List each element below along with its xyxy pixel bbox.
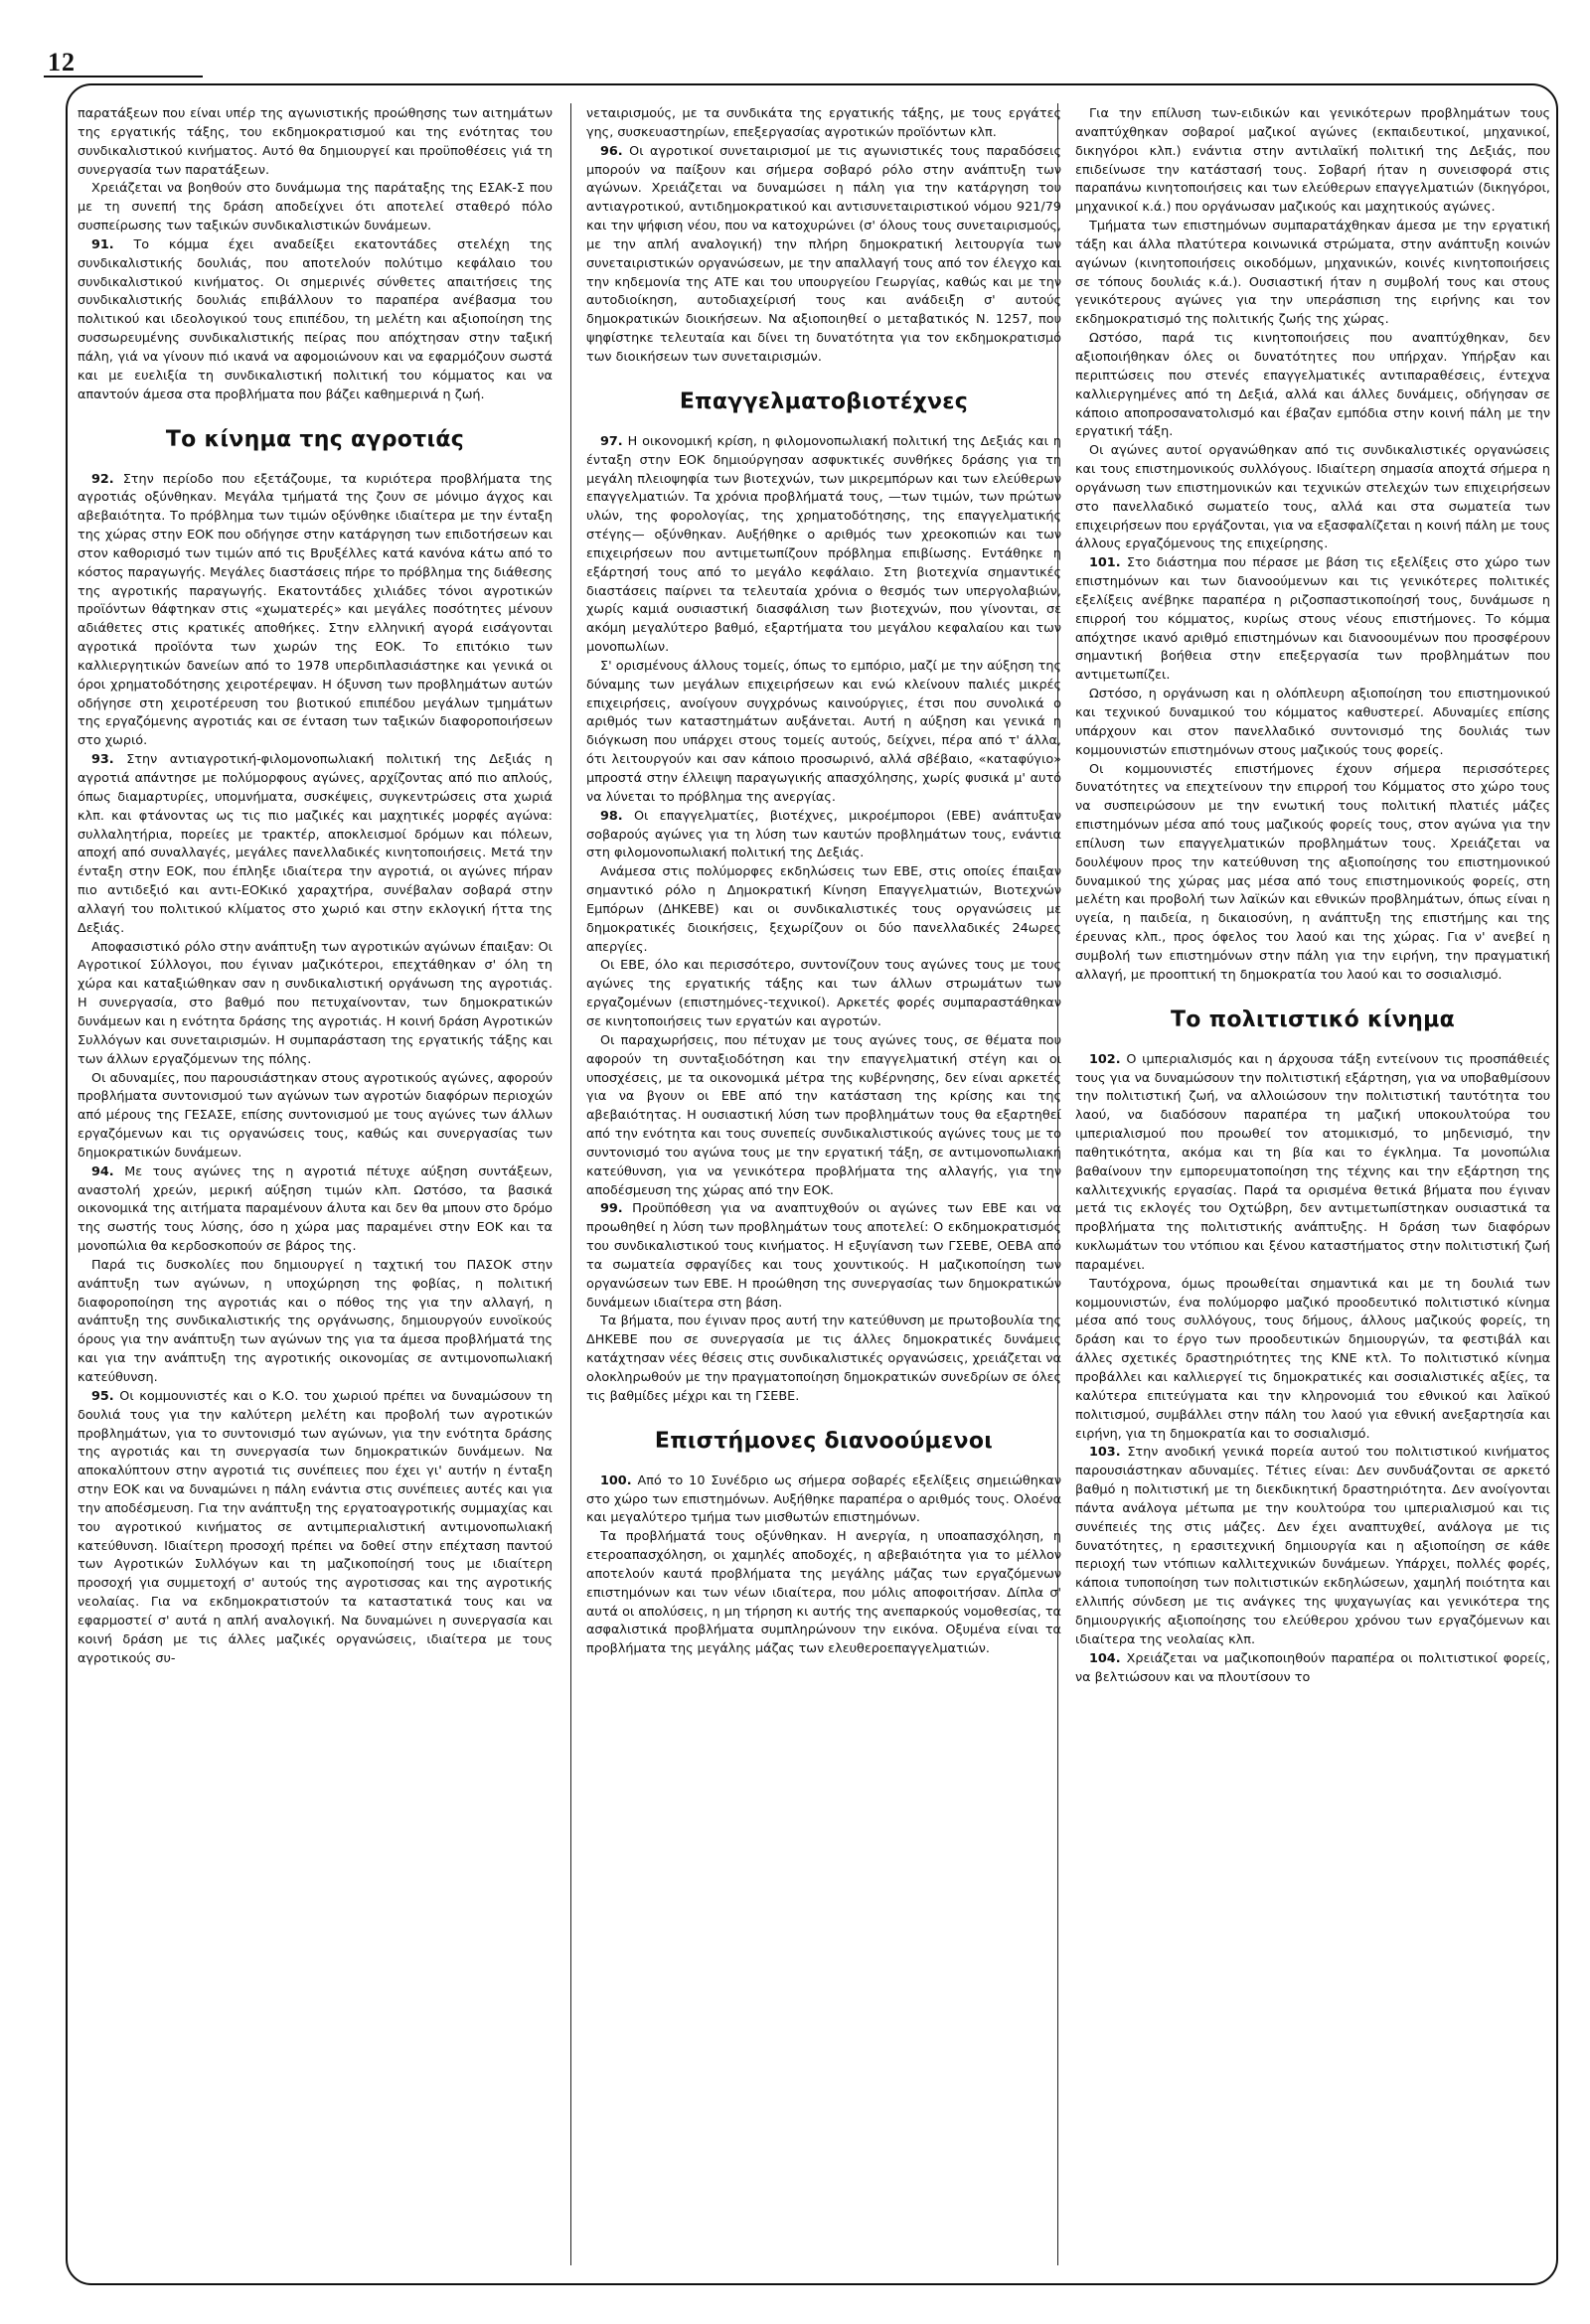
paragraph: [78, 1163, 553, 1257]
paragraph-text: Με τους αγώνες της η αγροτιά πέτυχε αύξηση συντάξεων, αναστολή χρεών, μερική αύξηση τιμών κλπ. Ωστόσο, τα βασικά οικονομικά της αιτήματα παραμένουν άλυτα και δεν θα μπουν στο δρόμο της σωστής τους λύσης, όσο η χώρα μας παραμένει στην ΕΟΚ και τα μονοπώλια θα κερδοσκοπούν σε βάρος της.: [78, 1163, 553, 1255]
column-right: [1075, 105, 1550, 2271]
column-left: [78, 105, 553, 2271]
paragraph: [1075, 1051, 1550, 1276]
paragraph: Οι παραχωρήσεις, που πέτυχαν με τους αγώνες τους, σε θέματα που αφορούν τη συνταξιοδότηση και την επαγγελματική στέγη και οι υποσχέσεις, με τα οικονομικά μέτρα της κυβέρνησης, δεν είναι αρκετές για να βγουν οι ΕΒΕ από την κατάσταση της κρίσης και της αβεβαιότητας. Η ουσιαστική λύση των προβλημάτων τους θα εξαρτηθεί από την ενότητα και τους συνεπείς συνδικαλιστικούς αγώνες τους με το συντονισμό του αγώνα τους με την εργατική τάξη, σε αντιμονοπωλιακή κατεύθυνση, για να γενικότερα προβλήματα της αλλαγής, για την αποδέσμευση της χώρας από την ΕΟΚ.: [586, 1032, 1061, 1198]
paragraph-number: 104.: [1089, 1650, 1121, 1666]
paragraph-number: 93.: [91, 752, 114, 768]
paragraph-number: 102.: [1089, 1051, 1121, 1067]
paragraph-text: Από το 10 Συνέδριο ως σήμερα σοβαρές εξελίξεις σημειώθηκαν στο χώρο των επιστημόνων. Αυξήθηκε παραπέρα ο αριθμός τους. Ολοένα και μεγαλύτερο τμήμα των μισθωτών επιστημόνων.: [586, 1472, 1061, 1526]
paragraph: Ανάμεσα στις πολύμορφες εκδηλώσεις των ΕΒΕ, στις οποίες έπαιξαν σημαντικό ρόλο η Δημοκρατική Κίνηση Επαγγελματιών, Βιοτεχνών Εμπόρων (ΔΗΚΕΒΕ) και οι συνδικαλιστικές τους οργανώσεις με δημοκρατικές διοικήσεις, ξεχωρίζουν οι δύο πανελλαδικές 24ωρες απεργίες.: [586, 864, 1061, 955]
paragraph: Παρά τις δυσκολίες που δημιουργεί η ταχτική του ΠΑΣΟΚ στην ανάπτυξη των αγώνων, η υποχώρηση της φοβίας, η πολιτική διαφοροποίηση της αγροτιάς και ο πόθος της για την αλλαγή, η ανάπτυξη της συνδικαλιστικής της οργάνωσης, δημιουργούν ευνοϊκούς όρους για την ανάπτυξη των αγώνων της για τα άμεσα προβλήματά της και για την ανάπτυξη της αγροτικής οικονομίας σε αντιμονοπωλιακή κατεύθυνση.: [78, 1257, 553, 1385]
paragraph-number: 94.: [91, 1163, 114, 1179]
paragraph-number: 97.: [600, 433, 623, 449]
paragraph-text: Η οικονομική κρίση, η φιλομονοπωλιακή πολιτική της Δεξιάς και η ένταξη στην ΕΟΚ δημιούργησαν ασφυκτικές συνθήκες δράσης για τη μεγάλη πλειοψηφία των βιοτεχνών, των μικρεμπόρων και των ελεύθερων επαγγελματιών. Τα χρόνια προβλήματά τους, —των τιμών, των πρώτων υλών, της φορολογίας, της χρηματοδότησης, της επαγγελματικής στέγης— οξύνθηκαν. Αυξήθηκε ο αριθμός των χρεοκοπιών και των επιχειρήσεων που αντιμετωπίζουν πρόβλημα επιβίωσης. Εντάθηκε η εξάρτησή τους από το μεγάλο κεφάλαιο. Στη βιοτεχνία σημαντικές διαστάσεις παίρνει τα τελευταία χρόνια ο θεσμός των υπεργολαβιών, χωρίς καμιά ουσιαστική διασφάλιση των βιοτεχνών, που γίνονται, σε ακόμη μεγαλύτερο βαθμό, εξαρτήματα του μεγάλου κεφαλαίου και των μονοπωλίων.: [586, 433, 1061, 656]
paragraph-number: 92.: [91, 471, 114, 487]
paragraph-text: Στο διάστημα που πέρασε με βάση τις εξελίξεις στο χώρο των επιστημόνων και των διανοούμενων και τις γενικότερες πολιτικές εξελίξεις ανέβηκε παραπέρα η ριζοσπαστικοποίησή τους, δυνάμωσε η επιρροή του κόμματος, κυρίως στους νέους επιστήμονες. Το κόμμα απόχτησε ικανό αριθμό επιστημόνων και διανοουμένων που προσφέρουν σημαντική βοήθεια στην επεξεργασία των προβλημάτων που αντιμετωπίζει.: [1075, 555, 1550, 684]
top-rule: [44, 76, 203, 77]
section-heading-epistimones: Επιστήμονες διανοούμενοι: [654, 1428, 994, 1454]
paragraph: Αποφασιστικό ρόλο στην ανάπτυξη των αγροτικών αγώνων έπαιξαν: Οι Αγροτικοί Σύλλογοι, που έγιναν μαζικότεροι, επεχτάθηκαν σ' όλη τη χώρα και καταξιώθηκαν σαν η συνδικαλιστική οργάνωση της αγροτιάς. Η συνεργασία, στο βαθμό που πετυχαίνονταν, των δημοκρατικών δυνάμεων και η ενότητα δράσης της αγροτιάς. Η κοινή δράση Αγροτικών Συλλόγων και συνεταιρισμών. Η συμπαράσταση της εργατικής τάξης και των άλλων εργαζόμενων της πόλης.: [78, 939, 553, 1067]
page-number: 12: [48, 48, 76, 77]
paragraph: [586, 1200, 1061, 1313]
paragraph: Οι αδυναμίες, που παρουσιάστηκαν στους αγροτικούς αγώνες, αφορούν προβλήματα συντονισμού των αγώνων των αγροτών διαφόρων περιοχών από μέρους της ΓΕΣΑΣΕ, επίσης συντονισμού με τους αγώνες των άλλων εργαζόμενων και τις οργανώσεις τους, καθώς και συνεργασίας των δημοκρατικών δυνάμεων.: [78, 1070, 553, 1161]
paragraph: Οι ΕΒΕ, όλο και περισσότερο, συντονίζουν τους αγώνες τους με τους αγώνες της εργατικής τάξης και των άλλων στρωμάτων των εργαζομένων (επιστημόνες-τεχνικοί). Αρκετές φορές συμπαραστάθηκαν σε κινητοποιήσεις των εργατών και αγροτών.: [586, 958, 1061, 1029]
paragraph-text: Ο ιμπεριαλισμός και η άρχουσα τάξη εντείνουν τις προσπάθειές τους για να δυναμώσουν την πολιτιστική εξάρτηση, για να υποβαθμίσουν την πολιτιστική ζωή, να αλλοιώσουν την πολιτιστική ταυτότητα του λαού, να διαδόσουν παραπέρα τη μαζική υποκουλτούρα του ιμπεριαλισμού που προωθεί τον ατομικισμό, το μηδενισμό, την παθητικότητα, ακόμα και τη βία και το έγκλημα. Τα μονοπώλια βαθαίνουν την εμπορευματοποίηση της τέχνης και την εξάρτηση της καλλιτεχνικής εργασίας. Παρά τα ορισμένα θετικά βήματα που έγιναν μετά τις εκλογές του Οχτώβρη, δεν αντιμετωπίστηκαν ουσιαστικά τα προβλήματα της πολιτιστικής ανάπτυξης. Η δράση των διαφόρων κυκλωμάτων του ντόπιου και ξένου καταστήματος στην πολιτιστική ζωή παραμένει.: [1075, 1051, 1550, 1273]
paragraph: [1075, 1650, 1550, 1688]
section-heading-epaggelmatobiotexnes: Επαγγελματοβιοτέχνες: [679, 388, 969, 414]
paragraph: [78, 751, 553, 938]
paragraph-number: 100.: [600, 1472, 632, 1488]
paragraph-text: Στην ανοδική γενικά πορεία αυτού του πολιτιστικού κινήματος παρουσιάστηκαν αδυναμίες. Τέτιες είναι: Δεν συνδυάζονται σε αρκετό βαθμό η πολιτιστική με τη διεκδικητική δραστηριότητα. Δεν ανοίγονται πάντα ανάλογα μέτωπα με την κουλτούρα του ιμπεριαλισμού και τις συνέπειές της στις μάζες. Δεν έχει αναπτυχθεί, ανάλογα με τις δυνατότητες, η ερασιτεχνική δημιουργία και η αξιοποίηση σε κάθε περιοχή των ντόπιων καλλιτεχνικών δυνάμεων. Υπάρχει, πολλές φορές, κάποια τυποποίηση των πολιτιστικών εκδηλώσεων, χαμηλή ποιότητα και ελλιπής σύνδεση με τις ανάγκες της ψυχαγωγίας και γενικότερα της δημιουργικής αξιοποίησης του ελεύθερου χρόνου των εργαζόμενων και ιδιαίτερα της νεολαίας κλπ.: [1075, 1445, 1550, 1647]
paragraph-text: Το κόμμα έχει αναδείξει εκατοντάδες στελέχη της συνδικαλιστικής δουλιάς, που αποτελούν πολύτιμο κεφάλαιο του συνδικαλιστικού κινήματος. Οι σημερινές σύνθετες απαιτήσεις της συνδικαλιστικής δουλιάς επιβάλλουν το παραπέρα ανέβασμα του πολιτικού και ιδεολογικού τους επιπέδου, τη μελέτη και αξιοποίηση της συσσωρευμένης συνδικαλιστικής πείρας που απόχτησαν στην ταξική πάλη, γιά να γίνουν πιό ικανά να αφομοιώνουν και να εφαρμόζουν σωστά και με ευελιξία τη συνδικαλιστική πολιτική του κόμματος και να απαντούν άμεσα στα προβλήματα που βάζει καθημερινά η ζωή.: [78, 236, 553, 402]
paragraph-text: Οι επαγγελματίες, βιοτέχνες, μικροέμποροι (ΕΒΕ) ανάπτυξαν σοβαρούς αγώνες για τη λύση των καυτών προβλημάτων τους, ενάντια στη φιλομονοπωλιακή πολιτική της Δεξιάς.: [586, 808, 1061, 861]
column-separator: [570, 103, 571, 2265]
paragraph-number: 98.: [600, 808, 623, 824]
paragraph-number: 101.: [1089, 555, 1121, 571]
paragraph: [78, 471, 553, 752]
paragraph: Τα βήματα, που έγιναν προς αυτή την κατεύθυνση με πρωτοβουλία της ΔΗΚΕΒΕ που σε συνεργασία με τις άλλες δημοκρατικές δυνάμεις κατάχτησαν νέες θέσεις στις συνδικαλιστικές οργανώσεις, χρειάζεται να ολοκληρωθούν με την πραγματοποίηση δημοκρατικών συνεδρίων σε όλες τις βαθμίδες μέχρι και τη ΓΣΕΒΕ.: [586, 1314, 1061, 1404]
paragraph: Σ' ορισμένους άλλους τομείς, όπως το εμπόριο, μαζί με την αύξηση της δύναμης των μεγάλων επιχειρήσεων και ενώ κλείνουν παλιές μικρές επιχειρήσεις, ανοίγουν συγχρόνως καινούργιες, έτσι που συνολικά ο αριθμός των καταστημάτων αυξάνεται. Αυτή η αύξηση και γενικά η διόγκωση που υπάρχει στους τομείς αυτούς, δείχνει, πέρα από τ' άλλα, ότι λειτουργούν και σαν κάποιο προσωρινό, αλλά σβέβαιο, «καταφύγιο» μπροστά στην έλλειψη παραγωγικής απασχόλησης, χωρίς φυσικά μ' αυτό να λύνεται το πρόβλημα της ανεργίας.: [586, 658, 1061, 805]
paragraph: Οι κομμουνιστές επιστήμονες έχουν σήμερα περισσότερες δυνατότητες να επεχτείνουν την επιρροή του Κόμματος στο χώρο τους να συσπειρώσουν με την ενωτική τους πολιτική πλατιές μάζες επιστημόνων μέσα από τους μαζικούς φορείς τους, στον αγώνα για την επίλυση των επαγγελματικών προβλημάτων τους. Χρειάζεται να δουλέψουν προς την κατεύθυνση της αξιοποίησης του επιστημονικού δυναμικού της χώρας μας μέσα από τους επιστημονικούς φορείς, στη μελέτη και προβολή των λαϊκών και εθνικών προβλημάτων, όπως είναι η υγεία, η παιδεία, η δικαιοσύνη, η ανάπτυξη της επιστήμης και της έρευνας κλπ., προς όφελος του λαού και της χώρας. Για ν' ανεβεί η συμβολή των επιστημόνων στην πάλη για την ειρήνη, την πραγματική αλλαγή, με προοπτική τη δημοκρατία του λαού και το σοσιαλισμό.: [1075, 761, 1550, 983]
paragraph: [586, 143, 1061, 368]
paragraph: [1075, 1444, 1550, 1649]
paragraph: [1075, 554, 1550, 686]
paragraph: Τα προβλήματά τους οξύνθηκαν. Η ανεργία, η υποαπασχόληση, η ετεροαπασχόληση, οι χαμηλές αποδοχές, η αβεβαιότητα για το μέλλον αποτελούν καυτά προβλήματα της μεγάλης μάζας των εργαζόμενων επιστημόνων και των νέων ιδιαίτερα, που μόλις αποφοιτήσαν. Δίπλα σ' αυτά οι απολύσεις, η μη τήρηση κι αυτής της ανεπαρκούς νομοθεσίας, τα ασφαλιστικά προβλήματα συμπληρώνουν την εικόνα. Οξυμένα είναι τα προβλήματα της μεγάλης μάζας των ελευθεροεπαγγελματιών.: [586, 1529, 1061, 1657]
paragraph: Οι αγώνες αυτοί οργανώθηκαν από τις συνδικαλιστικές οργανώσεις και τους επιστημονικούς συλλόγους. Ιδιαίτερη σημασία αποχτά σήμερα η οργάνωση των επιστημονικών και τεχνικών στελεχών των επιχειρήσεων στο πανελλαδικό σωματείο τους, αλλά και στα σωματεία των επιχειρήσεων που εργάζονται, για να εξασφαλίζεται η κοινή πάλη με τους άλλους εργαζόμενους της επιχείρησης.: [1075, 443, 1550, 552]
column-middle: [586, 105, 1061, 2271]
paragraph-text: Στην αντιαγροτική-φιλομονοπωλιακή πολιτική της Δεξιάς η αγροτιά απάντησε με πολύμορφους αγώνες, αρχίζοντας από πιο απλούς, όπως διαμαρτυρίες, υπομνήματα, συσκέψεις, συγκεντρώσεις στα χωριά κλπ. και φτάνοντας ως τις πιο μαζικές και μαχητικές μορφές αγώνα: συλλαλητήρια, πορείες με τρακτέρ, αποκλεισμοί δρόμων και πόλεων, αποχή από συναλλαγές, μεγάλες πανελλαδικές κινητοποιήσεις. Μετά την ένταξη στην ΕΟΚ, που έπληξε ιδιαίτερα την αγροτιά, οι αγώνες πήραν πιο αντιδεξιό και αντι-ΕΟΚικό χαραχτήρα, συνέβαλαν σοβαρά στην αλλαγή του πολιτικού κλίματος στο χωριό και στην εκλογική ήττα της Δεξιάς.: [78, 752, 553, 936]
paragraph-text: Οι κομμουνιστές και ο Κ.Ο. του χωριού πρέπει να δυναμώσουν τη δουλιά τους για την καλύτερη μελέτη και προβολή των αγροτικών προβλημάτων, για το συντονισμό των αγώνων, για την ενότητα δράσης της αγροτιάς και τη συνεργασία των δημοκρατικών δυνάμεων. Να αποκαλύπτουν στην αγροτιά τις συνέπειες που έχει γι' αυτήν η ένταξη στην ΕΟΚ και να δυναμώνει η πάλη ενάντια στις συνέπειες αυτές και για την αποδέσμευση. Για την ανάπτυξη της εργατοαγροτικής συμμαχίας και του αγροτικού κινήματος σε αντιμπεριαλιστική αντιμονοπωλιακή κατεύθυνση. Ιδιαίτερη προσοχή πρέπει να δοθεί στην επέχταση παντού των Αγροτικών Συλλόγων και τη μαζικοποίησή τους με ιδιαίτερη προσοχή για συμμετοχή σ' αυτούς της αγροτισσας και της αγροτικής νεολαίας. Για να εκδημοκρατιστούν τα καταστατικά τους και να εφαρμοστεί σ' αυτά η απλή αναλογική. Να δυναμώνει η συνεργασία και κοινή δράση με τις άλλες μαζικές οργανώσεις, ιδιαίτερα με τους αγροτικούς συ-: [78, 1388, 553, 1666]
paragraph-text: Οι αγροτικοί συνεταιρισμοί με τις αγωνιστικές τους παραδόσεις μπορούν να παίξουν και σήμερα σοβαρό ρόλο στην ανάπτυξη των αγώνων. Χρειάζεται να δυναμώσει η πάλη για την κατάργηση του αντιαγροτικού, αντιδημοκρατικού και αντισυνεταιριστικού νόμου 921/79 και την ψήφιση νέου, που να κατοχυρώνει (σ' όλους τους συνεταιρισμούς, με την απλή αναλογική) την πλήρη δημοκρατική λειτουργία των συνεταιριστικών οργανώσεων, με την απαλλαγή τους από τον έλεγχο και την κηδεμονία της ΑΤΕ και του υπουργείου Γεωργίας, καθώς και με την αυτοδιοίκηση, αυτοδιαχείρισή τους και ανάδειξη σ' αυτούς δημοκρατικών διοικήσεων. Να αξιοποιηθεί ο μεταβατικός Ν. 1257, που ψηφίστηκε τελευταία και δίνει τη δυνατότητα για τον εκδημοκρατισμό των διοικήσεων των συνεταιρισμών.: [586, 143, 1061, 365]
paragraph-number: 95.: [91, 1388, 114, 1404]
section-heading-politistiko: Το πολιτιστικό κίνημα: [1170, 1007, 1455, 1032]
paragraph: Ωστόσο, η οργάνωση και η ολόπλευρη αξιοποίηση του επιστημονικού και τεχνικού δυναμικού του κόμματος καθυστερεί. Αδυναμίες επίσης υπάρχουν και στον πανελλαδικό συντονισμό της δουλιάς των κομμουνιστών επιστημόνων στους μαζικούς τους φορείς.: [1075, 687, 1550, 758]
paragraph: Για την επίλυση των-ειδικών και γενικότερων προβλημάτων τους αναπτύχθηκαν σοβαροί μαζικοί αγώνες (εκπαιδευτικοί, μηχανικοί, δικηγόροι κλπ.) ενάντια στην αντιλαϊκή πολιτική της Δεξιάς, που επιδείνωσε την κατάστασή τους. Σοβαρή ήταν η συνεισφορά στις παραπάνω κινητοποιήσεις και των ελεύθερων επαγγελματιών (δικηγόροι, μηχανικοί κ.ά.) που οργάνωσαν μαζικούς και μαχητικούς αγώνες.: [1075, 106, 1550, 216]
section-heading-agrotia: Το κίνημα της αγροτιάς: [165, 426, 465, 452]
paragraph: παρατάξεων που είναι υπέρ της αγωνιστικής προώθησης των αιτημάτων της εργατικής τάξης, του εκδημοκρατισμού και της ενότητας του συνδικαλιστικού κινήματος. Αυτό θα δημιουργεί και προϋποθέσεις γιά τη συνεργασία των παρατάξεων.: [78, 106, 553, 178]
paragraph: Τμήματα των επιστημόνων συμπαρατάχθηκαν άμεσα με την εργατική τάξη και άλλα πλατύτερα κοινωνικά στρώματα, στην ανάπτυξη κοινών αγώνων (κινητοποιήσεις οικοδόμων, μηχανικών, κοινές κινητοποιήσεις σε τόπους δουλιάς κ.ά.). Ουσιαστική ήταν η συμβολή τους και στους γενικότερους αγώνες για την υπεράσπιση της ειρήνης και τον εκδημοκρατισμό της πολιτικής ζωής της χώρας.: [1075, 219, 1550, 328]
paragraph-text: Στην περίοδο που εξετάζουμε, τα κυριότερα προβλήματα της αγροτιάς οξύνθηκαν. Μεγάλα τμήματά της ζουν σε μόνιμο άγχος και αβεβαιότητα. Το πρόβλημα των τιμών οξύνθηκε ιδιαίτερα με την ένταξη της χώρας στην ΕΟΚ που οδήγησε στην κατάργηση των επιδοτήσεων και στον καθορισμό των τιμών από τις Βρυξέλλες κατά κανόνα κάτω από το κόστος παραγωγής. Μεγάλες διαστάσεις πήρε το πρόβλημα της διάθεσης της αγροτικής παραγωγής. Εκατοντάδες χιλιάδες τόνοι αγροτικών προϊόντων θάφτηκαν στις «χωματερές» και μεγάλες ποσότητες μένουν αδιάθετες στις κρατικές αποθήκες. Στην ελληνική αγορά εισάγονται αγροτικά προϊόντα των χωρών της ΕΟΚ. Το επιτόκιο των καλλιεργητικών δανείων από το 1978 υπερδιπλασιάστηκε και γενικά οι όροι χρηματοδότησης χειροτέρεψαν. Η όξυνση των προβλημάτων αυτών οδήγησε στη χειροτέρευση του βιοτικού επιπέδου μεγάλων τμημάτων της εργαζόμενης αγροτιάς και σε ένταση των ταξικών διαφοροποιήσεων στο χωριό.: [78, 471, 553, 749]
paragraph: Χρειάζεται να βοηθούν στο δυνάμωμα της παράταξης της ΕΣΑΚ-Σ που με τη συνεπή της δράση αποδείχνει ότι αποτελεί σταθερό πόλο συσπείρωσης των ταξικών συνδικαλιστικών δυνάμεων.: [78, 181, 553, 234]
paragraph: [78, 236, 553, 405]
paragraph: Ωστόσο, παρά τις κινητοποιήσεις που αναπτύχθηκαν, δεν αξιοποιήθηκαν όλες οι δυνατότητες που υπήρχαν. Υπήρξαν και περιπτώσεις που στενές επαγγελματικές αντιπαραθέσεις, έντεχνα καλλιεργημένες από τη Δεξιά, αλλά και άλλες δυνάμεις, οδήγησαν σε κάποιο αποπροσανατολισμό και έβαζαν εμπόδια στην κοινή πάλη με την εργατική τάξη.: [1075, 331, 1550, 440]
paragraph: Ταυτόχρονα, όμως προωθείται σημαντικά και με τη δουλιά των κομμουνιστών, ένα πολύμορφο μαζικό προοδευτικό πολιτιστικό κίνημα μέσα από τους συλλόγους, τους δήμους, άλλους μαζικούς φορείς, τη δράση και το έργο των προοδευτικών δημιουργών, τα φεστιβάλ και άλλες σχετικές δραστηριότητες της ΚΝΕ κτλ. Το πολιτιστικό κίνημα προβάλλει και καλλιεργεί τις δημοκρατικές και σοσιαλιστικές αξίες, τα καλύτερα επιτεύγματα και την κληρονομιά του εθνικού και λαϊκού πολιτισμού, συμβάλλει στην πάλη του λαού για εθνική ανεξαρτησία και ειρήνη, για τη δημοκρατία και το σοσιαλισμό.: [1075, 1276, 1550, 1442]
paragraph-number: 91.: [91, 236, 114, 252]
paragraph-text: Προϋπόθεση για να αναπτυχθούν οι αγώνες των ΕΒΕ και να προωθηθεί η λύση των προβλημάτων τους αποτελεί: Ο εκδημοκρατισμός του συνδικαλιστικού τους κινήματος. Η εξυγίανση των ΓΣΕΒΕ, ΟΕΒΑ από τα σωματεία σφραγίδες και τους χουντικούς. Η μαζικοποίηση των οργανώσεων των ΕΒΕ. Η προώθηση της συνεργασίας των δημοκρατικών δυνάμεων ιδιαίτερα στη βάση.: [586, 1201, 1061, 1311]
paragraph: [586, 433, 1061, 658]
paragraph-number: 99.: [600, 1201, 623, 1217]
paragraph: [78, 1388, 553, 1669]
paragraph-number: 96.: [600, 143, 623, 159]
paragraph: νεταιρισμούς, με τα συνδικάτα της εργατικής τάξης, με τους εργάτες γης, συσκευαστηρίων, επεξεργασίας αγροτικών προϊόντων κλπ.: [586, 106, 1061, 140]
paragraph-number: 103.: [1089, 1445, 1121, 1461]
paragraph-text: Χρειάζεται να μαζικοποιηθούν παραπέρα οι πολιτιστικοί φορείς, να βελτιώσουν και να πλουτίσουν το: [1075, 1650, 1550, 1685]
paragraph: [586, 808, 1061, 864]
paragraph: [586, 1472, 1061, 1529]
